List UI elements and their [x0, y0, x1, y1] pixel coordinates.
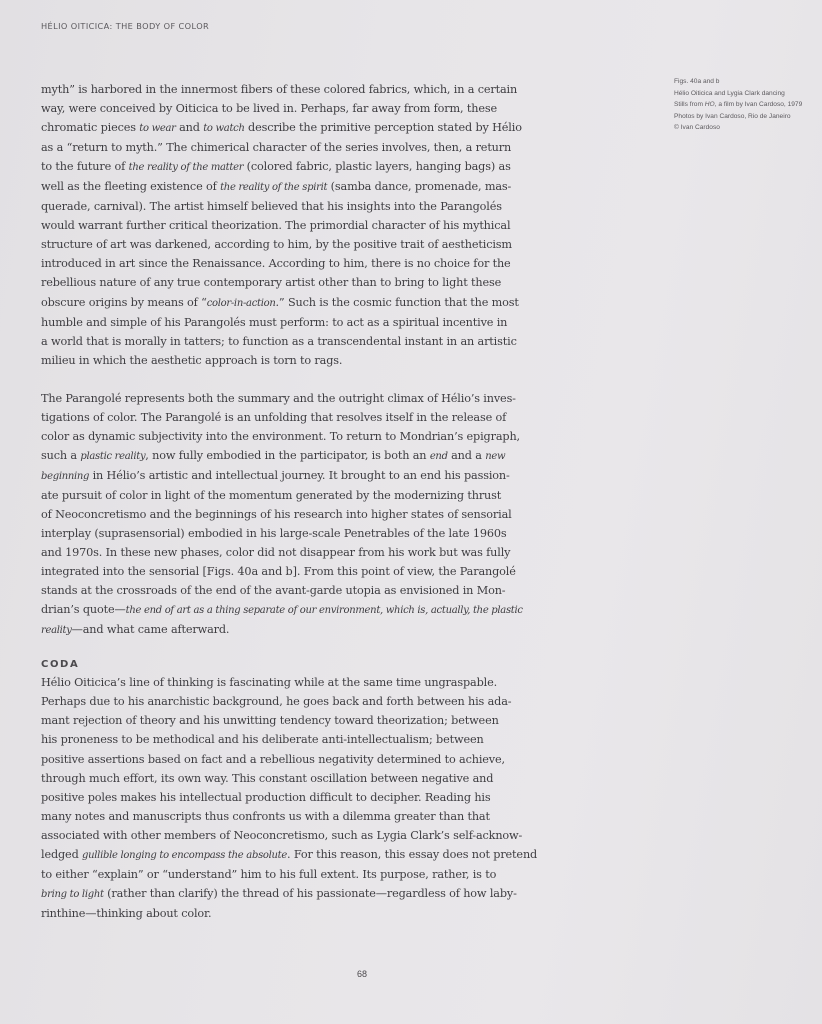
- figure-caption: [674, 76, 814, 134]
- caption-source: Stills from HO, a film by Ivan Cardoso, 1979: [674, 101, 803, 109]
- caption-figure-ref: Figs. 40a and b: [674, 78, 720, 85]
- caption-description: Hélio Oiticica and Lygia Clark dancing: [674, 89, 785, 97]
- section-heading-coda: CODA: [41, 659, 80, 671]
- running-head: HÉLIO OITICICA: THE BODY OF COLOR: [41, 21, 210, 31]
- page-number: 68: [357, 969, 368, 979]
- paragraph-1: myth” is harbored in the innermost fibers of these colored fabrics, which, in a certain way, were conceived by Oiticica to be lived in. Perhaps, far away from form, these chromatic pieces to wear and to watch describe the primitive perception stated by Hélio as a “return to myth.” The chimerical character of the series involves, then, a return to the future of the reality of the matter (colored fabric, plastic layers, hanging bags) as well as the fleeting existence of the reality of the spirit (samba dance, promenade, mas- querade, carnival). The artist himself believed that his insights into the Parangolés would warrant further critical theorization. The primordial character of his mythical structure of art was darkened, according to him, by the positive trait of aestheticism introduced in art since the Renaissance. According to him, there is no choice for the rebellious nature of any true contemporary artist other than to bring to light these obscure origins by means of “color-in-action.” Such is the cosmic function that the most humble and simple of his Parangolés must perform: to act as a spiritual incentive in a world that is morally in tatters; to function as a transcendental instant in an artistic milieu in which the aesthetic approach is torn to rags.: [41, 83, 522, 367]
- caption-copyright: © Ivan Cardoso: [674, 124, 720, 132]
- caption-photo-credit: Photos by Ivan Cardoso, Rio de Janeiro: [674, 112, 791, 120]
- paragraph-coda: Hélio Oiticica’s line of thinking is fascinating while at the same time ungraspable. Perhaps due to his anarchistic background, he goes back and forth between his ada- mant rejection of theory and his unwitting tendency toward theorization; between his proneness to be methodical and his deliberate anti-intellectualism; between positive assertions based on fact and a rebellious negativity determined to achieve, through much effort, its own way. This constant oscillation between negative and positive poles makes his intellectual production difficult to decipher. Reading his many notes and manuscripts thus confronts us with a dilemma greater than that associated with other members of Neoconcretismo, such as Lygia Clark’s self-acknow- ledged gullible longing to encompass the absolute. For this reason, this essay does not pretend to either “explain” or “understand” him to his full extent. Its purpose, rather, is to bring to light (rather than clarify) the thread of his passionate—regardless of how laby- rinthine—thinking about color.: [41, 676, 538, 920]
- body-text: [41, 80, 538, 923]
- paragraph-2: The Parangolé represents both the summary and the outright climax of Hélio’s inves- tigations of color. The Parangolé is an unfolding that resolves itself in the release of color as dynamic subjectivity into the environment. To return to Mondrian’s epigraph, such a plastic reality, now fully embodied in the participator, is both an end and a new beginning in Hélio’s artistic and intellectual journey. It brought to an end his passion- ate pursuit of color in light of the momentum generated by the modernizing thrust of Neoconcretismo and the beginnings of his research into higher states of sensorial interplay (suprasensorial) embodied in his large-scale Penetrables of the late 1960s and 1970s. In these new phases, color did not disappear from his work but was fully integrated into the sensorial [Figs. 40a and b]. From this point of view, the Parangolé stands at the crossroads of the end of the avant-garde utopia as envisioned in Mon- drian’s quote—the end of art as a thing separate of our environment, which is, actually, the plastic reality—and what came afterward.: [41, 391, 523, 637]
